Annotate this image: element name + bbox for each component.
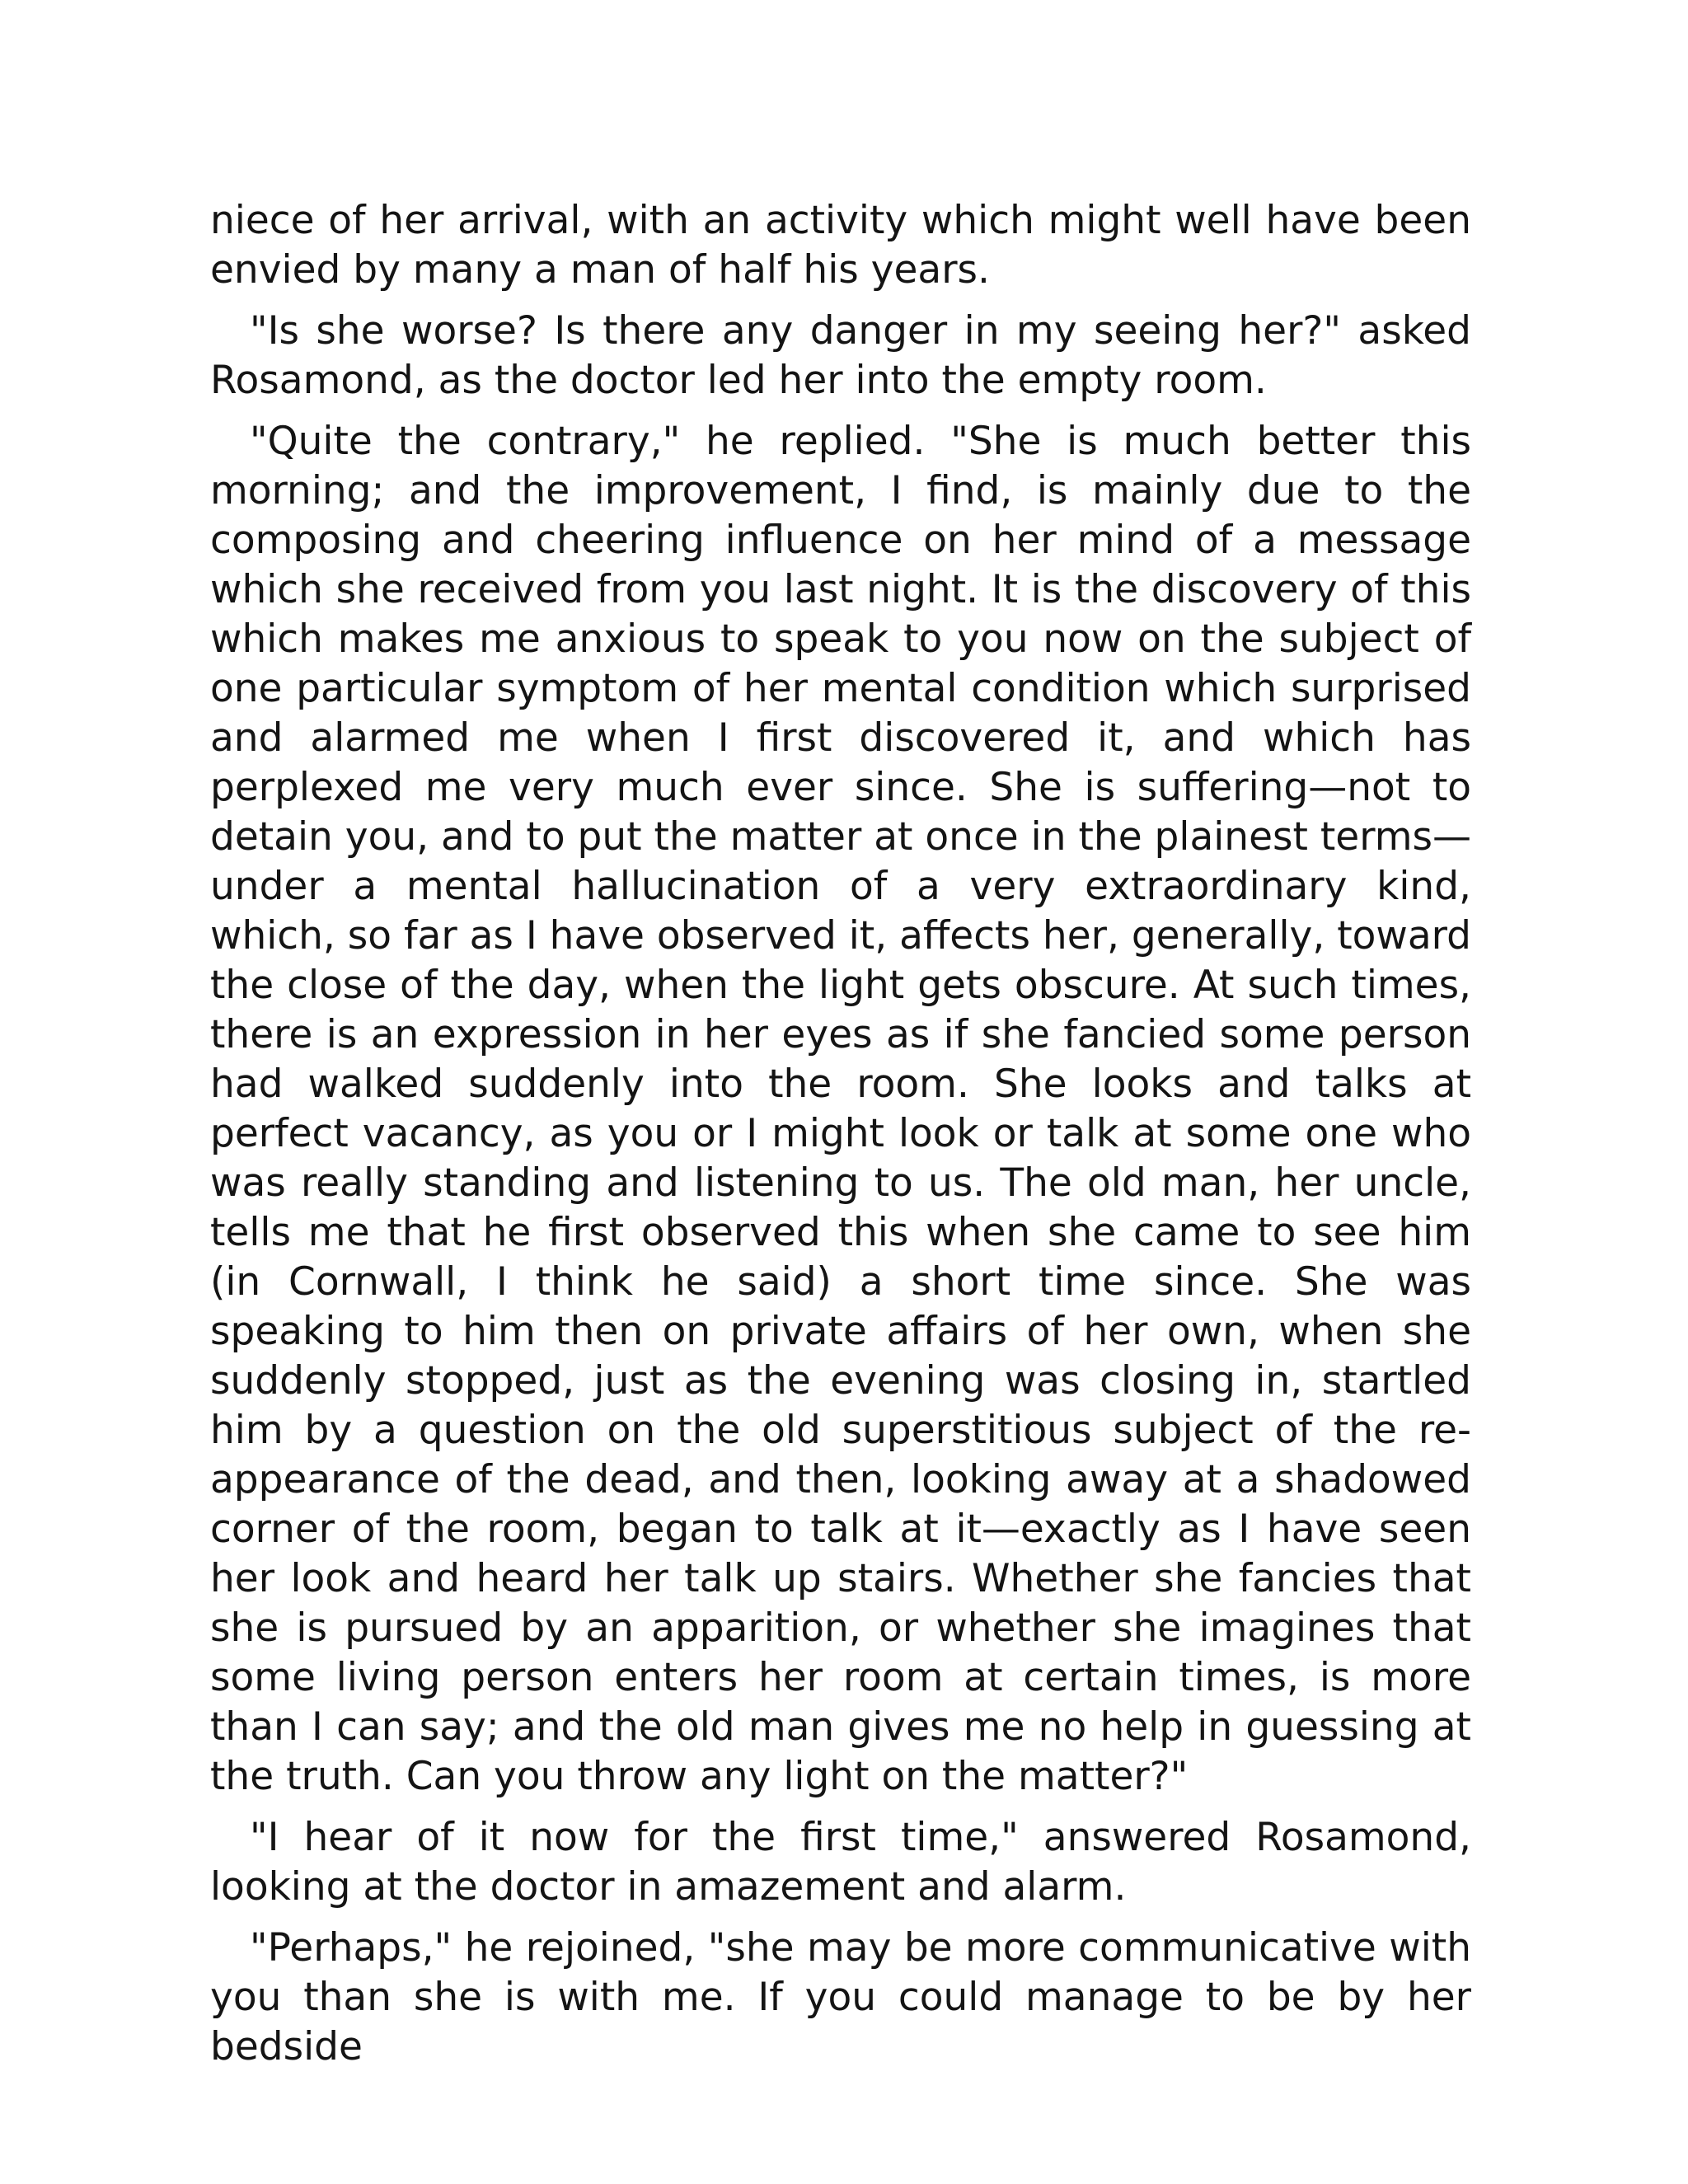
paragraph-2: "Is she worse? Is there any danger in my seeing her?" asked Rosamond, as the doctor led her into the empty room. — [210, 308, 1471, 403]
page-text — [210, 196, 1471, 2083]
paragraph-4: "I hear of it now for the first time," answered Rosamond, looking at the doctor in amazement and alarm. — [210, 1815, 1471, 1910]
paragraph-1: niece of her arrival, with an activity which might well have been envied by many a man of half his years. — [210, 198, 1471, 293]
paragraph-5: "Perhaps," he rejoined, "she may be more communicative with you than she is with me. If you could manage to be by her bedside — [210, 1925, 1471, 2069]
paragraph-3: "Quite the contrary," he replied. "She is much better this morning; and the improvement, I find, is mainly due to the composing and cheering influence on her mind of a message which she received from you last night. It is the discovery of this which makes me anxious to speak to you now on the subject of one particular symptom of her mental condition which surprised and alarmed me when I first discovered it, and which has perplexed me very much ever since. She is suffering—not to detain you, and to put the matter at once in the plainest terms—under a mental hallucination of a very extraordinary kind, which, so far as I have observed it, affects her, generally, toward the close of the day, when the light gets obscure. At such times, there is an expression in her eyes as if she fancied some person had walked suddenly into the room. She looks and talks at perfect vacancy, as you or I might look or talk at some one who was really standing and listening to us. The old man, her uncle, tells me that he first observed this when she came to see him (in Cornwall, I think he said) a short time since. She was speaking to him then on private affairs of her own, when she suddenly stopped, just as the evening was closing in, startled him by a question on the old superstitious subject of the re-appearance of the dead, and then, looking away at a shadowed corner of the room, began to talk at it—exactly as I have seen her look and heard her talk up stairs. Whether she fancies that she is pursued by an apparition, or whether she imagines that some living person enters her room at certain times, is more than I can say; and the old man gives me no help in guessing at the truth. Can you throw any light on the matter?" — [210, 419, 1471, 1799]
